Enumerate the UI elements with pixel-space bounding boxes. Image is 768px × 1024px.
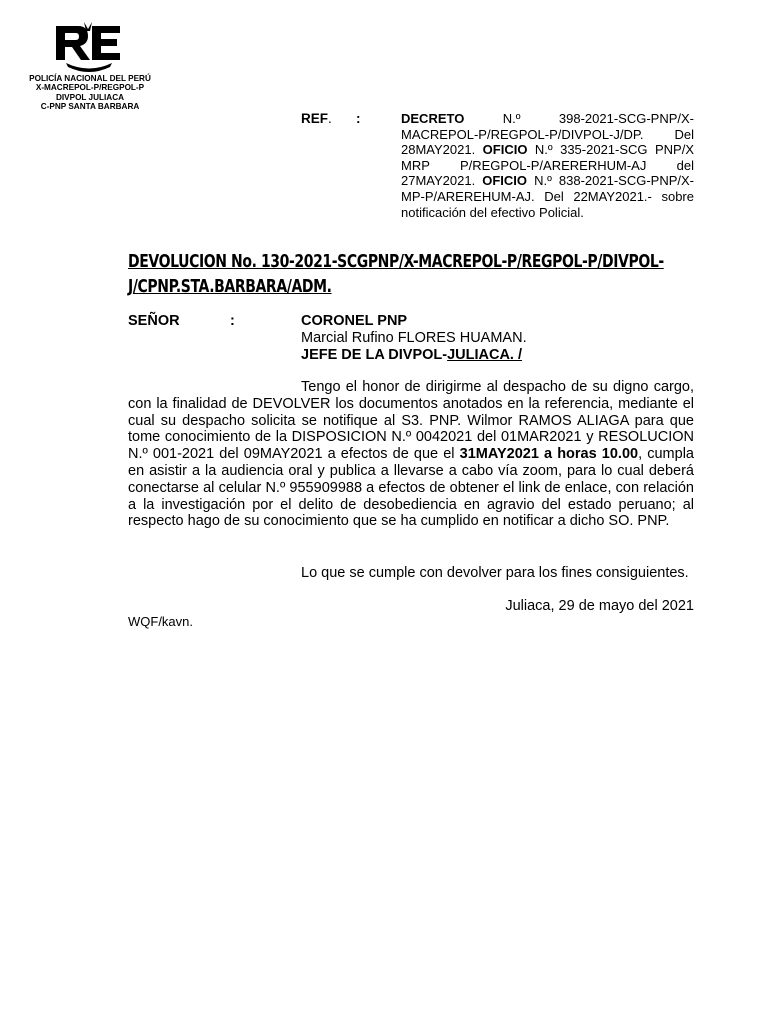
ref-item-3-text: N.º 838-2021-SCG-PNP/X-MP-P/AREREHUM-AJ. Del 22MAY2021.- sobre notificación del efectivo Policial.: [401, 173, 694, 220]
reference-colon: :: [356, 111, 361, 126]
ref-item-3-kind: OFICIO: [482, 173, 528, 189]
reference-label-text: REF: [301, 111, 328, 126]
ref-item-2-kind: OFICIO: [482, 142, 528, 158]
body-p1-part-a: Tengo el honor de dirigirme al despacho de su digno cargo, con la finalidad de DEVOLVER los documentos anotados en la referencia, mediante el cual su despacho solicita se notifique al S3. PNP. Wilmor RAMOS ALIAGA para que tome conocimiento de la DISPOSICION N.º 0042021 del 01MAR2021 y RESOLUCION N.º 001-2021 del 09MAY2021 a efectos de que el: [128, 379, 694, 463]
addressee-rank: CORONEL PNP: [301, 313, 408, 329]
body-p1-bold: 31MAY2021 a horas 10.00: [459, 446, 639, 463]
reference-label: [301, 111, 332, 126]
body-p2-text: Lo que se cumple con devolver para los fines consiguientes.: [301, 565, 689, 581]
document-title: DEVOLUCION No. 130-2021-SCGPNP/X-MACREPOL-P/REGPOL-P/DIVPOL-J/CPNP.STA.BARBARA/ADM.: [128, 252, 664, 297]
addressee-name: Marcial Rufino FLORES HUAMAN.: [301, 330, 527, 346]
ref-item-1-text: N.º 398-2021-SCG-PNP/X-MACREPOL-P/REGPOL-P/DIVPOL-J/DP. Del 28MAY2021.: [401, 111, 694, 158]
body-paragraph-1: [128, 379, 694, 530]
issuer-line-4: C-PNP SANTA BARBARA: [40, 102, 140, 112]
body-paragraph-2: [128, 565, 694, 582]
date-line: Juliaca, 29 de mayo del 2021: [505, 598, 694, 614]
addressee-block: [301, 313, 527, 364]
reference-initials: WQF/kavn.: [128, 614, 194, 629]
reference-label-dot: .: [328, 111, 332, 126]
pnp-emblem-logo: [54, 22, 124, 74]
issuer-line-2: X-MACREPOL-P/REGPOL-P: [35, 83, 145, 93]
ref-item-2-text: N.º 335-2021-SCG PNP/X MRP P/REGPOL-P/ARERERHUM-AJ del 27MAY2021.: [401, 142, 694, 189]
addressee-position-city: JULIACA. /: [447, 347, 523, 363]
issuer-block: [10, 74, 170, 112]
reference-text: [401, 111, 694, 220]
body-p1-part-b: , cumpla en asistir a la audiencia oral y publica a llevarse a cabo vía zoom, para lo cual deberá conectarse al celular N.º 955909988 a efectos de obtener el link de enlace, con relación a la investigación por el delito de desobediencia en agravio del estado peruano; al respecto hago de su conocimiento que se ha cumplido en notificar a dicho SO. PNP.: [128, 446, 694, 530]
addressee-position: [301, 347, 527, 364]
issuer-line-1: POLICÍA NACIONAL DEL PERÚ: [29, 74, 151, 83]
ref-item-1-kind: DECRETO: [401, 111, 465, 126]
addressee-position-prefix: JEFE DE LA DIVPOL-: [301, 347, 448, 363]
addressee-label: SEÑOR: [128, 313, 180, 329]
issuer-line-3: DIVPOL JULIACA: [55, 92, 125, 102]
addressee-colon: :: [230, 313, 235, 329]
